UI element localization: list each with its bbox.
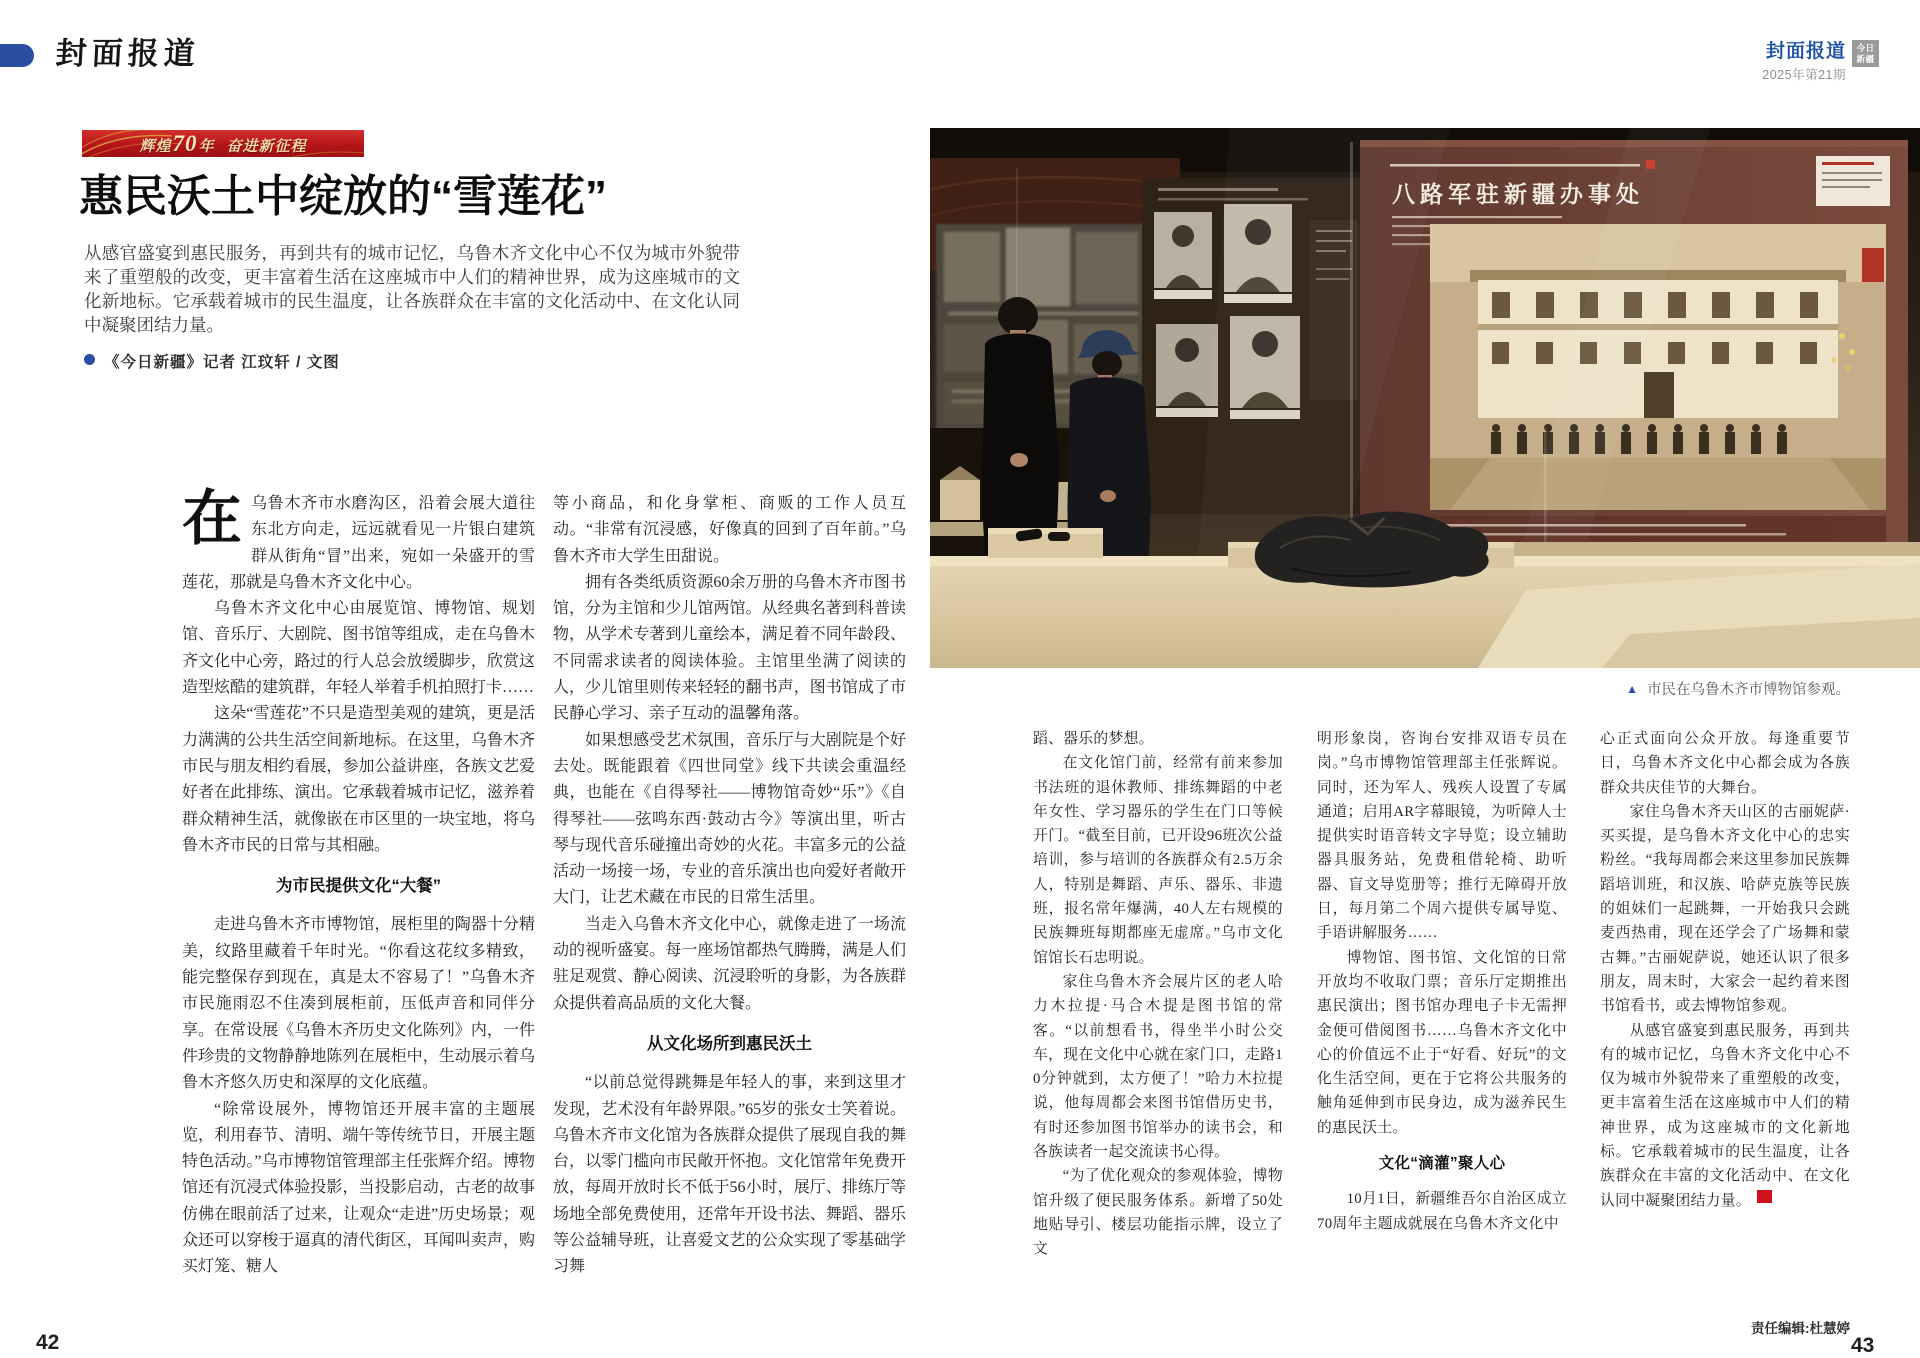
right-page-column-1 [1033,727,1283,1262]
paragraph: 家住乌鲁木齐会展片区的老人哈力木拉提·马合木提是图书馆的常客。“以前想看书，得坐半小时公交车，现在文化中心就在家门口，走路10分钟就到，太方便了！”哈力木拉提说，他每周都会来图书馆借历史书，有时还参加图书馆举办的读书会，和各族读者一起交流读书心得。 [1033,973,1283,1161]
byline-text: 《今日新疆》记者 江玟轩 / 文图 [104,354,340,371]
column-subheading: 从文化场所到惠民沃土 [647,1034,812,1053]
paragraph: 拥有各类纸质资源60余万册的乌鲁木齐市图书馆，分为主馆和少儿馆两馆。从经典名著到科普读物，从学术专著到儿童绘本，满足着不同年龄段、不同需求读者的阅读体验。主馆里坐满了阅读的人，少儿馆里则传来轻轻的翻书声，图书馆成了市民静心学习、亲子互动的温馨角落。 [553,573,906,723]
magazine-logo [1852,40,1879,67]
magazine-end-mark-icon: J [1757,1190,1772,1203]
editor-credit: 责任编辑:杜慧婷 [1751,1321,1850,1336]
byline [84,350,340,372]
paragraph: “以前总觉得跳舞是年轻人的事，来到这里才发现，艺术没有年龄界限。”65岁的张女士笑着说。乌鲁木齐市文化馆为各族群众提供了展现自我的舞台，以零门槛向市民敞开怀抱。文化馆常年免费开放，每周开放时长不低于56小时，展厅、排练厅等场地全部免费使用，还常年开设书法、舞蹈、器乐等公益辅导班，让喜爱文艺的公众实现了零基础学习舞 [553,1074,906,1276]
banner-text: 辉煌70年 奋进新征程 [139,130,307,156]
museum-photo [930,128,1920,668]
caption-text: 市民在乌鲁木齐市博物馆参观。 [1647,682,1850,698]
paragraph: 等小商品，和化身掌柜、商贩的工作人员互动。“非常有沉浸感，好像真的回到了百年前。”乌鲁木齐市大学生田甜说。 [553,495,906,565]
paragraph: 走进乌鲁木齐市博物馆，展柜里的陶器十分精美，纹路里藏着千年时光。“你看这花纹多精致，能完整保存到现在，真是太不容易了！”乌鲁木齐市民施雨忍不住凑到展柜前，压低声音和同伴分享。在常设展《乌鲁木齐历史文化陈列》内，一件件珍贵的文物静静地陈列在展柜中，生动展示着乌鲁木齐悠久历史和深厚的文化底蕴。 [182,916,535,1092]
paragraph: 蹈、器乐的梦想。 [1033,731,1154,747]
drop-cap: 在 [182,486,242,552]
left-page-column-2 [553,491,906,1281]
paragraph: “为了优化观众的参观体验，博物馆升级了便民服务体系。新增了50处地贴导引、楼层功能指示牌，设立了文 [1033,1168,1283,1258]
paragraph: 在文化馆门前，经常有前来参加书法班的退休教师、排练舞蹈的中老年女性、学习器乐的学生在门口等候开门。“截至目前，已开设96班次公益培训，参与培训的各族群众有2.5万余人，特别是舞蹈、声乐、器乐、非遗班，报名常年爆满，40人左右规模的民族舞班每期都座无虚席。”乌市文化馆馆长石忠明说。 [1033,755,1283,966]
page-number-left: 42 [36,1331,60,1354]
caption-triangle-icon: ▲ [1626,681,1638,696]
panel-title: 八路军驻新疆办事处 [1392,181,1644,207]
paragraph: 10月1日，新疆维吾尔自治区成立70周年主题成就展在乌鲁木齐文化中 [1317,1191,1567,1232]
paragraph: 如果想感受艺术氛围，音乐厅与大剧院是个好去处。既能跟着《四世同堂》线下共读会重温经典，也能在《自得琴社——博物馆奇妙“乐”》《自得琴社——弦鸣东西·鼓动古今》等演出里，听古琴与现代音乐碰撞出奇妙的火花。丰富多元的公益活动一场接一场，专业的音乐演出也向爱好者敞开大门，让艺术藏在市民的日常生活里。 [553,731,906,907]
right-page-column-2 [1317,727,1567,1236]
paragraph: 明形象岗，咨询台安排双语专员在岗。”乌市博物馆管理部主任张辉说。同时，还为军人、残疾人设置了专属通道；启用AR字幕眼镜，为听障人士提供实时语音转文字导览；设立辅助器具服务站，免费租借轮椅、助听器、盲文导览册等；推行无障碍开放日，每月第二个周六提供专属导览、手语讲解服务…… [1317,731,1567,942]
right-page-header [1762,36,1846,83]
issue-number: 2025年第21期 [1762,68,1846,82]
article-title: 惠民沃土中绽放的“雪莲花” [79,172,607,221]
paragraph: “除常设展外，博物馆还开展丰富的主题展览，利用春节、清明、端午等传统节日，开展主题特色活动。”乌市博物馆管理部主任张辉介绍。博物馆还有沉浸式体验投影，当投影启动，古老的故事仿佛在眼前活了过来，让观众“走进”历史场景；观众还可以穿梭于逼真的清代街区，耳闻叫卖声，购买灯笼、糖人 [182,1100,535,1276]
section-label-left: 封面报道 [54,36,201,71]
byline-dot-icon [84,354,95,365]
left-page-column-1 [182,486,535,1281]
paragraph-dropcap: 在乌鲁木齐市水磨沟区，沿着会展大道往东北方向走，远远就看见一片银白建筑群从街角“冒”出来，宛如一朵盛开的雪莲花，那就是乌鲁木齐文化中心。 [182,486,535,591]
logo-line-1: 今日 [1856,42,1875,53]
section-accent-pill [0,44,34,67]
paragraph: 博物馆、图书馆、文化馆的日常开放均不收取门票；音乐厅定期推出惠民演出；图书馆办理电子卡无需押金便可借阅图书……乌鲁木齐文化中心的价值远不止于“好看、好玩”的文化生活空间，更在于它将公共服务的触角延伸到市民身边，成为滋养民生的惠民沃土。 [1317,949,1567,1136]
photo-caption [1626,678,1850,699]
paragraph: 家住乌鲁木齐天山区的古丽妮萨·买买提，是乌鲁木齐文化中心的忠实粉丝。“我每周都会来这里参加民族舞蹈培训班，和汉族、哈萨克族等民族的姐妹们一起跳舞，一开始我只会跳麦西热甫，现在还学会了广场舞和蒙古舞。”古丽妮萨说，她还认识了很多朋友，周末时，大家会一起约着来图书馆看书，或去博物馆参观。 [1600,803,1850,1015]
paragraph: 当走入乌鲁木齐文化中心，就像走进了一场流动的视听盛宴。每一座场馆都热气腾腾，满是人们驻足观赏、静心阅读、沉浸聆听的身影，为各族群众提供着高品质的文化大餐。 [553,915,906,1012]
paragraph: 心正式面向公众开放。每逢重要节日，乌鲁木齐文化中心都会成为各族群众共庆佳节的大舞台。 [1600,731,1850,796]
column-subheading: 为市民提供文化“大餐” [276,877,441,896]
column-subheading: 文化“滴灌”聚人心 [1378,1155,1506,1173]
section-label-right: 封面报道 [1765,41,1846,62]
paragraph-final: 从感官盛宴到惠民服务，再到共有的城市记忆，乌鲁木齐文化中心不仅为城市外貌带来了重塑般的改变，更丰富着生活在这座城市中人们的精神世界，成为这座城市的文化新地标。它承载着城市的民生温度，让各族群众在丰富的文化活动中、在文化认同中凝聚团结力量。 J [1600,1022,1850,1209]
paragraph: 乌鲁木齐文化中心由展览馆、博物馆、规划馆、音乐厅、大剧院、图书馆等组成，走在乌鲁木齐文化中心旁，路过的行人总会放缓脚步，欣赏这造型炫酷的建筑群，年轻人举着手机拍照打卡…… [182,600,535,697]
article-lede: 从感官盛宴到惠民服务，再到共有的城市记忆，乌鲁木齐文化中心不仅为城市外貌带来了重塑般的改变，更丰富着生活在这座城市中人们的精神世界，成为这座城市的文化新地标。它承载着城市的民生温度，让各族群众在丰富的文化活动中、在文化认同中凝聚团结力量。 [84,243,740,335]
page-number-right: 43 [1851,1334,1875,1357]
paragraph: 这朵“雪莲花”不只是造型美观的建筑，更是活力满满的公共生活空间新地标。在这里，乌鲁木齐市民与朋友相约看展，参加公益讲座，各族文艺爱好者在此排练、演出。它承载着城市记忆，滋养着群众精神生活，就像嵌在市区里的一块宝地，将乌鲁木齐市民的日常与其相融。 [182,705,535,854]
museum-photo-illustration [930,128,1920,668]
logo-line-2: 新疆 [1856,53,1875,64]
right-page-column-3 [1600,727,1850,1213]
anniversary-banner [82,130,364,157]
